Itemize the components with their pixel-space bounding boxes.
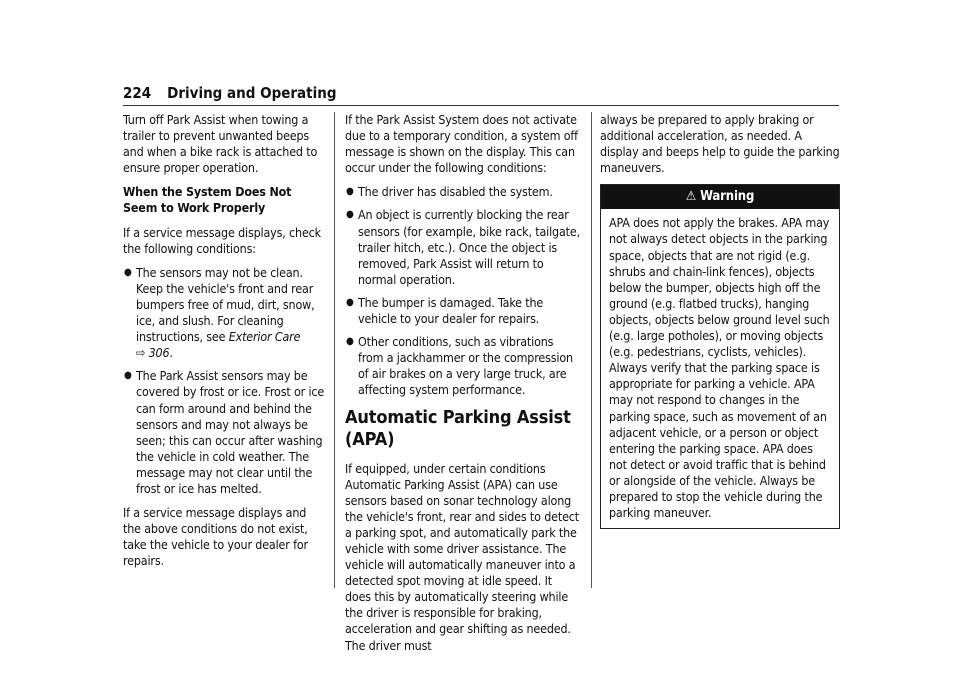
paragraph: always be prepared to apply braking or additional acceleration, as needed. A display and beeps help to guide the parking maneuvers. xyxy=(600,112,840,176)
column-2 xyxy=(345,112,581,662)
page-ref-icon: ⇨ xyxy=(136,345,146,361)
header-rule xyxy=(123,105,839,106)
bullet-text: An object is currently blocking the rear sensors (for example, bike rack, tailgate, trailer hitch, etc.). Once the object is removed, Park Assist will return to normal operation. xyxy=(358,207,580,287)
bullet-list xyxy=(123,265,327,497)
bullet-text: The driver has disabled the system. xyxy=(358,184,553,200)
page-number: 224 xyxy=(123,84,152,102)
bullet-list xyxy=(345,184,581,398)
list-item: ● The sensors may not be clean. Keep the vehicle's front and rear bumpers free of mud, dirt, snow, ice, and slush. For cleaning instructions, see Exterior Care ⇨ 306. xyxy=(124,264,315,361)
page-header xyxy=(123,84,337,102)
chapter-title: Driving and Operating xyxy=(167,84,337,102)
bullet-icon: ● xyxy=(346,209,354,221)
bullet-icon: ● xyxy=(124,266,132,278)
subheading: When the System Does Not Seem to Work Properly xyxy=(123,184,292,216)
bullet-text: Other conditions, such as vibrations from a jackhammer or the compression of air brakes on a very large truck, are affecting system performance. xyxy=(358,334,573,398)
paragraph: If equipped, under certain conditions Automatic Parking Assist (APA) can use sensors based on sonar technology along the vehicle's front, rear and sides to detect a parking spot, and automatically park the vehicle with some driver assistance. The vehicle will automatically maneuver into a detected spot moving at idle speed. It does this by automatically steering while the driver is responsible for braking, acceleration and gear shifting as needed. The driver must xyxy=(345,460,579,653)
paragraph: Turn off Park Assist when towing a trailer to prevent unwanted beeps and when a bike rack is attached to ensure proper operation. xyxy=(123,112,318,176)
bullet-text: The Park Assist sensors may be covered by frost or ice. Frost or ice can form around and behind the sensors and may not always be seen; this can occur after washing the vehicle in cold weather. The message may not clear until the frost or ice has melted. xyxy=(136,368,325,496)
bullet-icon: ● xyxy=(346,336,354,348)
list-item xyxy=(345,334,581,398)
list-item xyxy=(345,295,581,327)
paragraph: If the Park Assist System does not activate due to a temporary condition, a system off message is shown on the display. This can occur under the following conditions: xyxy=(345,112,578,176)
warning-icon: ⚠ xyxy=(685,189,697,205)
list-item xyxy=(345,184,581,200)
paragraph: If a service message displays, check the following conditions: xyxy=(123,224,321,256)
warning-header xyxy=(601,185,839,209)
list-item xyxy=(123,368,327,497)
warning-box xyxy=(600,184,840,529)
bullet-text: The bumper is damaged. Take the vehicle to your dealer for repairs. xyxy=(358,294,544,327)
warning-title: Warning xyxy=(700,189,755,205)
column-3 xyxy=(600,112,840,529)
bullet-text: The sensors may not be clean. Keep the vehicle's front and rear bumpers free of mud, dirt, snow, ice, and slush. For cleaning instructions, see xyxy=(136,264,315,345)
section-title: Automatic Parking Assist (APA) xyxy=(345,406,571,450)
page-reference[interactable]: 306 xyxy=(148,345,170,361)
column-1 xyxy=(123,112,327,577)
bullet-icon: ● xyxy=(346,296,354,308)
list-item xyxy=(345,207,581,287)
warning-text: APA does not apply the brakes. APA may not always detect objects in the parking space, objects that are not rigid (e.g. shrubs and chain-link fences), objects below the bumper, objects high off the ground (e.g. flatbed trucks), hanging objects, objects below ground level such (e.g. large potholes), or moving objects (e.g. pedestrians, cyclists, vehicles). Always verify that the parking space is appropriate for parking a vehicle. APA may not respond to changes in the parking space, such as movement of an adjacent vehicle, or a person or object entering the parking space. APA does not detect or avoid traffic that is behind or alongside of the vehicle. Always be prepared to stop the vehicle during the parking maneuver. xyxy=(609,215,830,521)
paragraph: If a service message displays and the above conditions do not exist, take the vehicle to your dealer for repairs. xyxy=(123,505,308,569)
cross-reference-link[interactable]: Exterior Care xyxy=(228,329,301,345)
bullet-icon: ● xyxy=(346,186,354,198)
column-divider-1 xyxy=(334,112,335,588)
bullet-icon: ● xyxy=(124,370,132,382)
column-divider-2 xyxy=(591,112,592,588)
